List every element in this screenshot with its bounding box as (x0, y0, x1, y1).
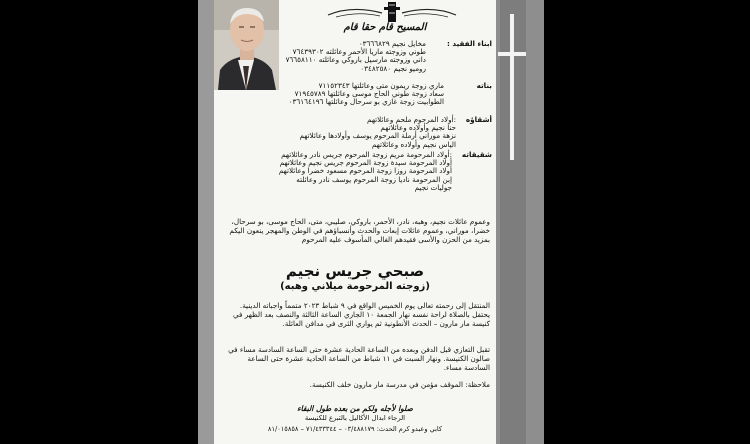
list-item: نزهة موراني أرملة المرحوم يوسف وأولادها وعائلاتهم (299, 131, 456, 141)
cross-icon-horizontal (498, 52, 526, 56)
list-item: حنا نجيم وأولاده وعائلاتهم (380, 123, 456, 133)
footer-note: الرجاء ابدال الأكاليل بالتبرع للكنيسة (304, 414, 406, 422)
list-item: :أولاد المرحوم ملحم وعائلاتهم (367, 115, 456, 124)
daughters-list (234, 82, 444, 107)
footer-title: صلوا لأجله ولكم من بعده طول البقاء (297, 404, 413, 413)
footer-contacts: كابي وعبدو كرم الحدث: ٠٣/٤٨٨١٧٩ – ٧١/٤٣٣٣٤٤ – ٨١/٠١٥٨٥٨ (267, 425, 443, 433)
brothers-list (236, 116, 456, 149)
list-item: ماري زوجة ريمون متى وعائلتها ٧١١٥٢٣٤٣ (318, 81, 444, 90)
sisters-list (232, 151, 452, 192)
sons-list (236, 40, 426, 73)
ornament-icon (322, 1, 462, 23)
list-item: روميو نجيم ٠٣٤٨٢٥٨٠ (360, 63, 426, 73)
deceased-name: صبحي جريس نجيم (285, 262, 425, 280)
header-title: المسيح قام حقا قام (343, 22, 427, 33)
list-item: سعاد زوجة طوني الحاج موسى وعائلتها ٧١٩٤٥٧٨٩ (294, 89, 444, 99)
list-item: :أولاد المرحومة مريم زوجة المرحوم جريس نادر وعائلاتهم (281, 150, 452, 159)
brothers-label: أشقاؤه (465, 115, 492, 124)
list-item: أولاد المرحومة سيدة زوجة المرحوم جريس نجيم وعائلاتهم (279, 158, 452, 168)
list-item: أولاد المرحومة روزا زوجة المرحوم مسعود خضرا وعائلاتهم (278, 166, 452, 176)
list-item: الطوابيت زوجة غازي بو سرحال وعائلتها ٠٣٦١٦٤١٩٦ (288, 97, 444, 107)
obituary-header (282, 0, 496, 38)
list-item: إبن المرحومة ناديا زوجة المرحوم يوسف نادر وعائلته (296, 174, 452, 184)
list-item: داني وزوجته مارسيل باروكي وعائلته ٧٦٦٥٨١١٠ (285, 55, 426, 65)
list-item: جوليات نجيم (414, 182, 452, 192)
daughters-label: بناته (476, 81, 492, 90)
funeral-details: المنتقل إلى رحمته تعالى يوم الخميس الواقع في ٩ شباط ٢٠٢٣ متمماً واجباته الدينية. يحتفل بالصلاة لراحة نفسه نهار الجمعة ١٠ الجاري الساعة الثالثة والنصف بعد الظهر في كنيسة مار مارون – الحدث الأنطونية ثم يواري الثرى في مدافن العائلة. (233, 301, 490, 328)
families-paragraph: وعموم عائلات نجيم، وهبه، نادر، الأحمر، باروكي، صليبي، متى، الحاج موسى، بو سرحال، خضرا، موراني، وعموم عائلات إبعات والحدث وأنسباؤهم في الوطن والمهجر ينعون اليكم بمزيد من الحزن والأسى فقيدهم الغالي المأسوف عليه المرحوم (229, 217, 490, 244)
list-item: الياس نجيم وأولاده وعائلاتهم (371, 139, 456, 149)
sisters-label: شقيقاته (461, 150, 492, 159)
list-item: مخايل نجيم ٠٣٦٦٦٨٢٩ (358, 39, 426, 48)
list-item: طوني وزوجته ماريا الأحمر وعائلته ٧٦٤٣٩٣٠٢ (292, 47, 426, 57)
parking-note: ملاحظة: الموقف مؤمن في مدرسة مار مارون خلف الكنيسة. (309, 380, 490, 389)
deceased-wife: (زوجته المرحومة ميلاني وهبه) (280, 281, 430, 292)
left-margin-strip (198, 0, 214, 444)
obituary-page (214, 0, 496, 444)
cross-icon-vertical (510, 14, 514, 160)
condolences-details: تقبل التعازي قبل الدفن وبعده من الساعة الحادية عشرة حتى الساعة السادسة مساء في صالون الكنيسة. ونهار السبت في ١١ شباط من الساعة الحادية عشرة حتى الساعة السادسة مساء. (228, 345, 490, 372)
sons-label: ابناء الفقيد : (447, 39, 492, 48)
